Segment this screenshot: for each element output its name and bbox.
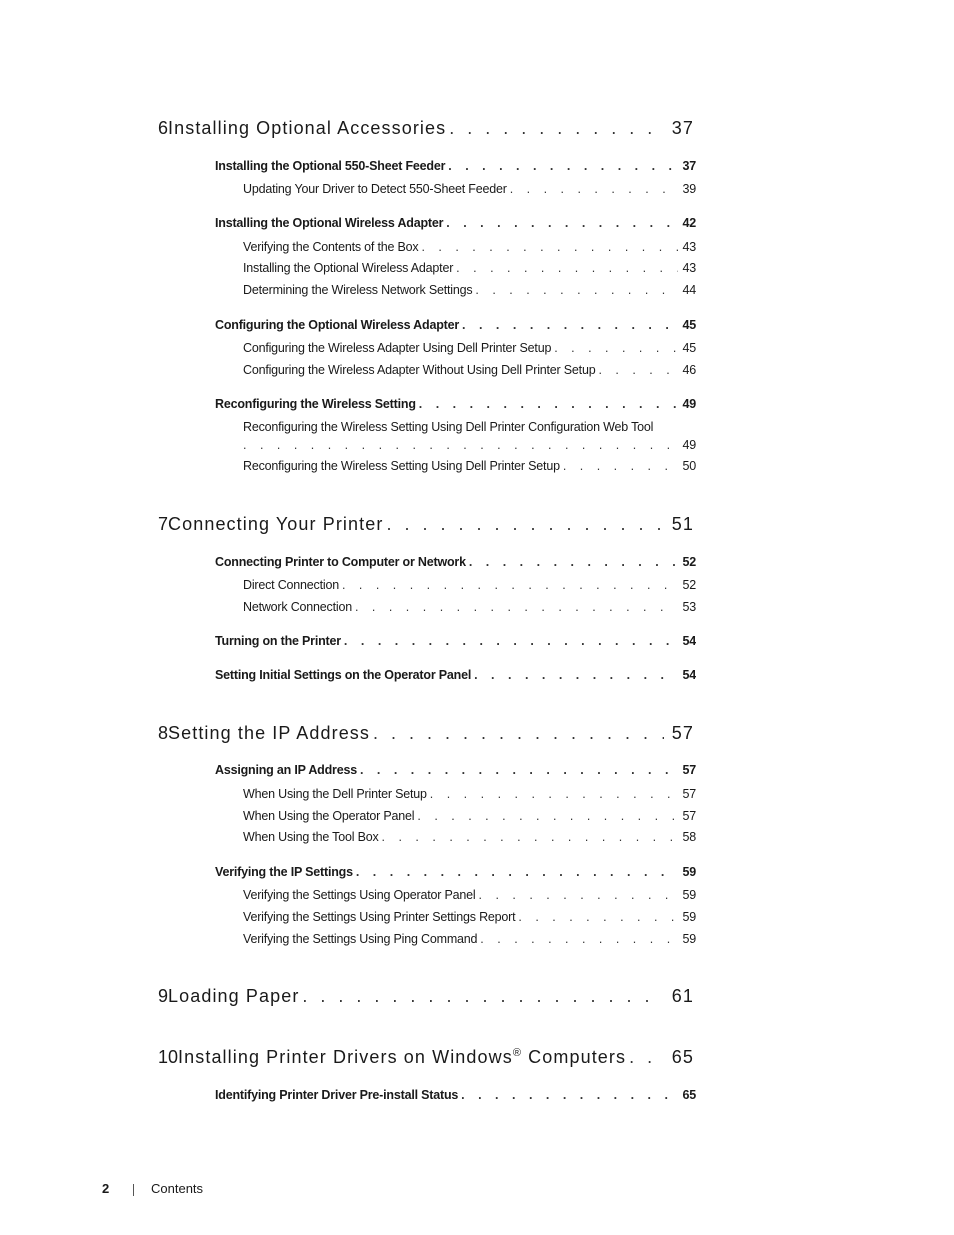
registered-mark: ® [512, 1047, 523, 1059]
dot-leader [382, 830, 679, 844]
toc-subsection-entry[interactable] [243, 363, 696, 377]
toc-subsection-entry[interactable] [243, 283, 696, 297]
toc-subsection-entry[interactable] [243, 910, 696, 924]
dot-leader [430, 787, 679, 801]
entry-title: When Using the Tool Box [243, 830, 379, 844]
chapter-title: Installing Optional Accessories [168, 118, 447, 138]
chapter-title: Loading Paper [168, 986, 300, 1006]
chapter-page: 61 [671, 986, 694, 1006]
toc-section-entry[interactable] [215, 865, 696, 879]
toc-subsection-entry[interactable] [243, 261, 696, 275]
toc-subsection-entry[interactable] [243, 459, 696, 473]
footer-section-label: Contents [151, 1181, 204, 1196]
entry-title: Determining the Wireless Network Settings [243, 283, 473, 297]
entry-page: 58 [682, 830, 696, 844]
entry-title: Installing the Optional 550-Sheet Feeder [215, 159, 446, 173]
entry-page: 45 [682, 341, 696, 355]
entry-page: 43 [682, 261, 696, 275]
entry-page: 45 [682, 318, 696, 332]
entry-title: Verifying the IP Settings [215, 865, 353, 879]
entry-page: 53 [682, 600, 696, 614]
chapter-number: 9 [158, 986, 169, 1006]
dot-leader [419, 397, 679, 411]
dot-leader [462, 318, 678, 332]
toc-subsection-entry[interactable] [243, 888, 696, 902]
dot-leader [342, 578, 679, 592]
footer-divider [133, 1184, 134, 1196]
chapter-page: 65 [671, 1047, 694, 1067]
entry-page: 57 [682, 809, 696, 823]
toc-section-entry[interactable] [215, 668, 696, 682]
toc-subsection-entry[interactable] [243, 600, 696, 614]
chapter-title [178, 1047, 626, 1068]
dot-leader [456, 261, 678, 275]
entry-title: Verifying the Contents of the Box [243, 240, 419, 254]
toc-section-entry[interactable] [215, 555, 696, 569]
entry-page: 54 [682, 668, 696, 682]
footer-page-number: 2 [102, 1181, 110, 1196]
entry-title: Installing the Optional Wireless Adapter [215, 216, 444, 230]
dot-leader [344, 634, 679, 648]
toc-section-entry[interactable] [215, 1088, 696, 1102]
entry-title: Verifying the Settings Using Printer Settings Report [243, 910, 516, 924]
entry-page: 46 [682, 363, 696, 377]
toc-section-entry[interactable] [215, 634, 696, 648]
entry-page: 59 [682, 888, 696, 902]
chapter-page: 57 [671, 723, 694, 743]
toc-section-entry[interactable] [215, 216, 696, 230]
entry-page: 39 [682, 182, 696, 196]
toc-subsection-entry[interactable] [243, 932, 696, 946]
dot-leader [518, 910, 678, 924]
dot-leader [475, 283, 678, 297]
entry-title: Network Connection [243, 600, 352, 614]
toc-subsection-entry[interactable] [243, 809, 696, 823]
chapter-title-part: Computers [522, 1047, 627, 1067]
toc-subsection-entry-continuation[interactable] [243, 438, 696, 452]
chapter-number: 6 [158, 118, 169, 138]
entry-title: Configuring the Wireless Adapter Using Dell Printer Setup [243, 341, 552, 355]
toc-subsection-entry[interactable] [243, 578, 696, 592]
entry-page: 42 [682, 216, 696, 230]
entry-title: Assigning an IP Address [215, 763, 357, 777]
toc-subsection-entry-title-wrapped[interactable]: Reconfiguring the Wireless Setting Using Dell Printer Configuration Web Tool [243, 420, 654, 434]
toc-section-entry[interactable] [215, 318, 696, 332]
entry-title: Setting Initial Settings on the Operator Panel [215, 668, 472, 682]
entry-page: 49 [682, 397, 696, 411]
entry-title: Verifying the Settings Using Operator Panel [243, 888, 476, 902]
entry-page: 49 [682, 438, 696, 452]
entry-title: Reconfiguring the Wireless Setting Using Dell Printer Setup [243, 459, 560, 473]
chapter-page: 51 [671, 514, 694, 534]
chapter-6-heading[interactable] [158, 118, 694, 139]
chapter-title-part: Installing Printer Drivers on Windows [178, 1047, 513, 1067]
dot-leader [629, 1047, 664, 1068]
dot-leader [563, 459, 679, 473]
dot-leader [469, 555, 679, 569]
entry-page: 65 [682, 1088, 696, 1102]
entry-page: 59 [682, 865, 696, 879]
chapter-title: Setting the IP Address [168, 723, 371, 743]
toc-section-entry[interactable] [215, 397, 696, 411]
dot-leader [598, 363, 678, 377]
dot-leader [461, 1088, 678, 1102]
entry-title: Connecting Printer to Computer or Network [215, 555, 466, 569]
entry-title: Reconfiguring the Wireless Setting [215, 397, 416, 411]
dot-leader [554, 341, 678, 355]
entry-page: 37 [682, 159, 696, 173]
dot-leader [421, 240, 678, 254]
dot-leader [446, 216, 678, 230]
chapter-title: Connecting Your Printer [168, 514, 384, 534]
entry-page: 50 [682, 459, 696, 473]
entry-title: Direct Connection [243, 578, 339, 592]
dot-leader [373, 723, 664, 744]
dot-leader [417, 809, 678, 823]
entry-page: 52 [682, 555, 696, 569]
toc-subsection-entry[interactable] [243, 787, 696, 801]
entry-page: 52 [682, 578, 696, 592]
dot-leader [243, 438, 678, 452]
toc-subsection-entry[interactable] [243, 341, 696, 355]
entry-title: Verifying the Settings Using Ping Command [243, 932, 478, 946]
dot-leader [510, 182, 679, 196]
chapter-7-heading[interactable] [158, 514, 694, 535]
entry-title: When Using the Dell Printer Setup [243, 787, 427, 801]
chapter-9-heading[interactable] [158, 986, 694, 1007]
entry-title: Identifying Printer Driver Pre-install Status [215, 1088, 459, 1102]
dot-leader [360, 763, 679, 777]
dot-leader [449, 118, 664, 139]
entry-page: 43 [682, 240, 696, 254]
dot-leader [356, 865, 679, 879]
entry-title: Installing the Optional Wireless Adapter [243, 261, 454, 275]
dot-leader [302, 986, 663, 1007]
dot-leader [355, 600, 679, 614]
toc-subsection-entry[interactable] [243, 830, 696, 844]
toc-section-entry[interactable] [215, 159, 696, 173]
toc-subsection-entry[interactable] [243, 182, 696, 196]
chapter-8-heading[interactable] [158, 723, 694, 744]
chapter-number: 8 [158, 723, 169, 743]
entry-page: 54 [682, 634, 696, 648]
dot-leader [474, 668, 678, 682]
chapter-number: 7 [158, 514, 169, 534]
entry-title: When Using the Operator Panel [243, 809, 415, 823]
entry-title: Configuring the Wireless Adapter Without Using Dell Printer Setup [243, 363, 596, 377]
entry-page: 59 [682, 910, 696, 924]
entry-title: Configuring the Optional Wireless Adapter [215, 318, 460, 332]
entry-title: Updating Your Driver to Detect 550-Sheet Feeder [243, 182, 507, 196]
entry-page: 44 [682, 283, 696, 297]
dot-leader [480, 932, 678, 946]
toc-subsection-entry[interactable] [243, 240, 696, 254]
chapter-10-heading[interactable] [158, 1047, 694, 1068]
dot-leader [386, 514, 663, 535]
dot-leader [479, 888, 679, 902]
chapter-page: 37 [671, 118, 694, 138]
toc-section-entry[interactable] [215, 763, 696, 777]
chapter-number: 10 [158, 1047, 179, 1067]
entry-page: 57 [682, 787, 696, 801]
entry-page: 57 [682, 763, 696, 777]
dot-leader [448, 159, 678, 173]
entry-title: Turning on the Printer [215, 634, 341, 648]
entry-page: 59 [682, 932, 696, 946]
